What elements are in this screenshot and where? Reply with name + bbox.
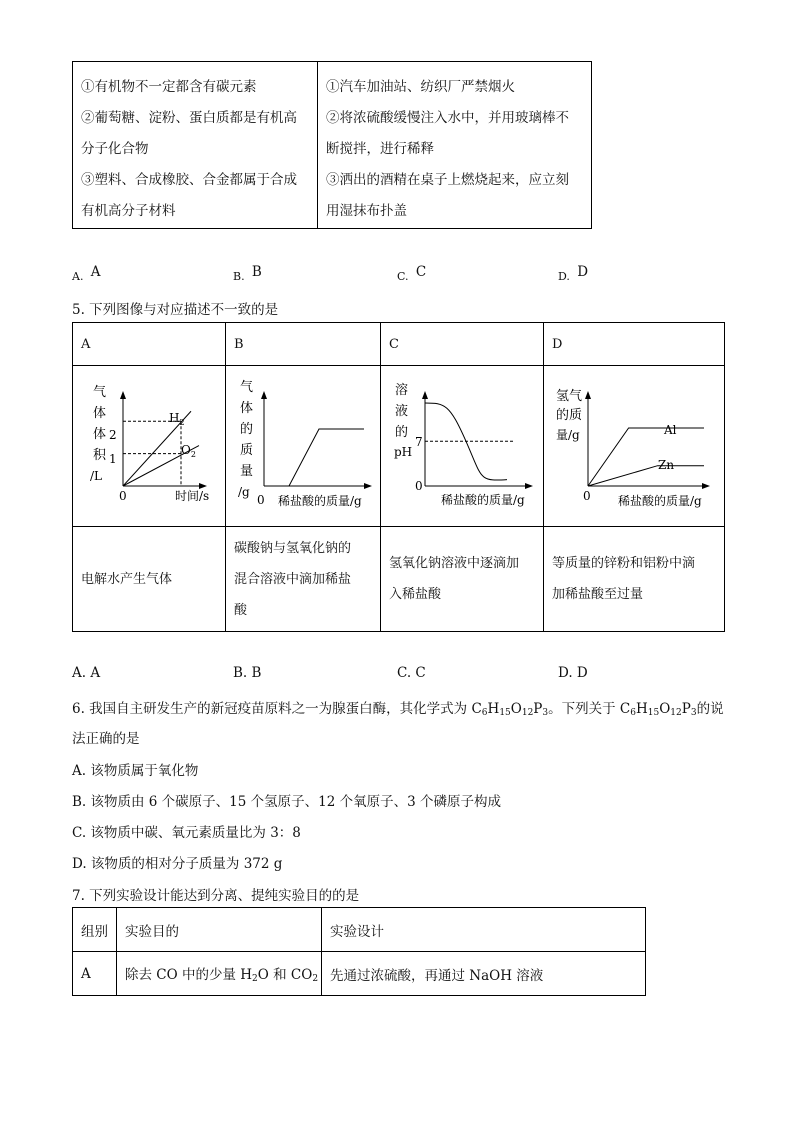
q5-chart-b-cell (226, 366, 381, 527)
q5-header-a: A (73, 323, 226, 366)
q5-desc-a-line-1: 电解水产生气体 (81, 571, 173, 587)
q4-right-line-1: ①汽车加油站、纺织厂严禁烟火 (326, 79, 515, 95)
q4-option-a[interactable] (72, 264, 101, 284)
chart-c-ylabel-2: 液 (395, 404, 409, 419)
chart-d-y-arrow (585, 391, 591, 399)
q4-right-line-5: 用湿抹布扑盖 (326, 203, 407, 219)
q6-letter-h: H (487, 701, 500, 717)
q6-letter-o: O (510, 701, 522, 717)
q4-option-b-key: B. (233, 270, 245, 283)
chart-b-ylabel-3: 的 (240, 422, 254, 437)
q6-sub-c: 6 (481, 708, 488, 718)
q5-option-a[interactable]: A. A (72, 665, 101, 681)
q5-desc-a (73, 527, 226, 632)
q5-chart-a-cell (73, 366, 226, 527)
q4-right-line-2: ②将浓硫酸缓慢注入水中，并用玻璃棒不 (326, 110, 569, 126)
chart-d-ylabel-2: 的质 (556, 408, 583, 423)
q5-desc-c-line-2: 入稀盐酸 (389, 587, 442, 602)
q4-left-cell (73, 62, 318, 229)
q5-desc-d-line-1: 等质量的锌粉和铝粉中滴 (552, 556, 696, 571)
chart-c-y-arrow (422, 391, 428, 399)
q4-left-line-1: ①有机物不一定都含有碳元素 (81, 79, 257, 95)
chart-b-x-arrow (364, 483, 372, 489)
q5-table (72, 322, 725, 632)
q7-table (72, 907, 646, 996)
chart-a-ylabel-4: 积 (93, 448, 107, 463)
q4-option-b[interactable] (233, 264, 262, 284)
chart-a-label-o2: $O_2$ (181, 443, 196, 459)
q7-sub-h2o: 2 (252, 974, 258, 984)
q6-sub-p: 3 (542, 708, 549, 718)
q7-row-purpose-a: 除去 CO 中的少量 H (125, 967, 253, 983)
q6-option-b[interactable]: B. 该物质由 6 个碳原子、15 个氢原子、12 个氧原子、3 个磷原子构成 (72, 794, 501, 810)
q7-header-group: 组别 (73, 908, 117, 952)
q7-sub-co2: 2 (312, 974, 319, 984)
q6-stem-part-c: 的说 (696, 701, 724, 717)
q6-option-d[interactable]: D. 该物质的相对分子质量为 372 g (72, 856, 283, 872)
chart-a-origin: 0 (119, 489, 127, 503)
q5-header-d: D (544, 323, 725, 366)
q4-left-line-2: ②葡萄糖、淀粉、蛋白质都是有机高 (81, 110, 297, 126)
chart-a-tick-2: 2 (109, 428, 117, 442)
chart-a-ylabel-3: 体 (93, 427, 107, 442)
q5-desc-c (381, 527, 544, 632)
q7-row-purpose (117, 952, 322, 996)
q5-desc-d-line-2: 加稀盐酸至过量 (552, 587, 644, 602)
q6-sub-p-2: 3 (690, 708, 697, 718)
q6-sub-o: 12 (521, 708, 534, 718)
q4-option-c-val: C (415, 264, 427, 280)
q7-header-design: 实验设计 (322, 908, 646, 952)
q5-option-d[interactable]: D. D (558, 665, 588, 681)
q4-right-line-3: 断搅拌，进行稀释 (326, 141, 434, 157)
q7-row-group: A (73, 952, 117, 996)
chart-d-line-zn (588, 466, 704, 486)
q5-header-b: B (226, 323, 381, 366)
chart-b-ylabel-5: 量 (240, 464, 254, 479)
q4-left-line-5: 有机高分子材料 (81, 203, 176, 219)
chart-a-label-h2: $H_2$ (169, 411, 185, 427)
q6-letter-p: P (533, 701, 543, 717)
chart-a-ylabel-2: 体 (93, 406, 107, 421)
q6-option-c[interactable]: C. 该物质中碳、氧元素质量比为 3：8 (72, 825, 301, 841)
q5-desc-b-line-3: 酸 (234, 602, 248, 618)
chart-b-line (264, 429, 364, 486)
q7-stem: 7. 下列实验设计能达到分离、提纯实验目的的是 (72, 888, 360, 904)
chart-a-ylabel-5: /L (90, 469, 103, 483)
q7-row-purpose-b: O 和 CO (257, 967, 313, 983)
q6-stem-line-1 (72, 697, 724, 718)
chart-c-xlabel: 稀盐酸的质量/g (441, 493, 525, 507)
q6-sub-h-2: 15 (647, 708, 660, 718)
chart-a (73, 366, 225, 522)
chart-d-xlabel: 稀盐酸的质量/g (618, 494, 702, 508)
q6-letter-o-2: O (659, 701, 671, 717)
chart-c-origin: 0 (415, 479, 423, 493)
q6-stem-part-b: 。下列关于 C (548, 701, 631, 717)
q6-letter-p-2: P (681, 701, 691, 717)
chart-c-tick-7: 7 (415, 435, 423, 449)
chart-b-ylabel-6: /g (238, 485, 250, 499)
q4-right-line-4: ③洒出的酒精在桌子上燃烧起来，应立刻 (326, 172, 569, 188)
q4-option-d-val: D (577, 264, 589, 280)
q5-desc-b-line-1: 碳酸钠与氢氧化钠的 (234, 540, 352, 556)
chart-d-label-al: Al (664, 423, 677, 437)
q7-header-purpose: 实验目的 (117, 908, 322, 952)
q4-option-d[interactable] (558, 264, 589, 284)
chart-d-x-arrow (702, 483, 710, 489)
q4-table (72, 61, 592, 229)
chart-c (381, 366, 543, 522)
q4-option-c-key: C. (397, 270, 409, 283)
chart-d-ylabel-1: 氢气 (556, 389, 583, 404)
q6-letter-h-2: H (635, 701, 648, 717)
chart-b-ylabel-4: 质 (240, 443, 254, 458)
q5-chart-c-cell (381, 366, 544, 527)
q6-stem-part-a: 6. 我国自主研发生产的新冠疫苗原料之一为腺蛋白酶，其化学式为 C (72, 701, 482, 717)
q4-option-b-val: B (251, 264, 262, 280)
q5-desc-b-line-2: 混合溶液中滴加稀盐 (234, 571, 352, 587)
chart-d-label-zn: Zn (658, 458, 675, 472)
chart-c-x-arrow (525, 483, 533, 489)
chart-d-origin: 0 (583, 489, 591, 503)
q5-stem: 5. 下列图像与对应描述不一致的是 (72, 302, 279, 318)
q4-option-a-key: A. (72, 270, 84, 283)
q5-option-c[interactable]: C. C (397, 665, 426, 681)
q6-sub-o-2: 12 (670, 708, 682, 718)
q4-left-line-3: 分子化合物 (81, 141, 149, 157)
chart-a-tick-1: 1 (109, 452, 117, 466)
chart-a-xlabel: 时间/s (175, 489, 210, 503)
q6-option-a[interactable]: A. 该物质属于氧化物 (72, 763, 199, 779)
chart-c-ylabel-3: 的 (395, 425, 409, 440)
q5-option-b[interactable]: B. B (233, 665, 262, 681)
chart-b-y-arrow (261, 391, 267, 399)
q5-desc-d (544, 527, 725, 632)
chart-b-origin: 0 (257, 493, 265, 507)
q5-desc-c-line-1: 氢氧化钠溶液中逐滴加 (389, 556, 520, 571)
q4-right-cell (318, 62, 592, 229)
q5-desc-b (226, 527, 381, 632)
chart-d-ylabel-3: 量/g (556, 428, 580, 442)
chart-c-ylabel-1: 溶 (395, 383, 409, 398)
q6-sub-c-2: 6 (630, 708, 636, 718)
chart-a-ylabel-1: 气 (93, 385, 107, 400)
q5-header-c: C (381, 323, 544, 366)
chart-b (226, 366, 380, 522)
chart-d-line-al (588, 428, 704, 486)
chart-b-ylabel-1: 气 (240, 380, 254, 395)
chart-c-ylabel-4: pH (394, 445, 413, 459)
q7-row-design: 先通过浓硫酸，再通过 NaOH 溶液 (322, 952, 646, 996)
q4-option-c[interactable] (397, 264, 427, 284)
q4-option-a-val: A (90, 264, 101, 280)
chart-b-xlabel: 稀盐酸的质量/g (278, 494, 362, 508)
q4-option-d-key: D. (558, 270, 570, 283)
q5-chart-d-cell (544, 366, 725, 527)
q6-stem-line-2: 法正确的是 (72, 731, 140, 747)
chart-b-ylabel-2: 体 (240, 401, 254, 416)
q4-left-line-4: ③塑料、合成橡胶、合金都属于合成 (81, 172, 297, 188)
q6-sub-h: 15 (499, 708, 511, 718)
chart-d (544, 366, 724, 522)
chart-a-y-arrow (120, 391, 126, 399)
